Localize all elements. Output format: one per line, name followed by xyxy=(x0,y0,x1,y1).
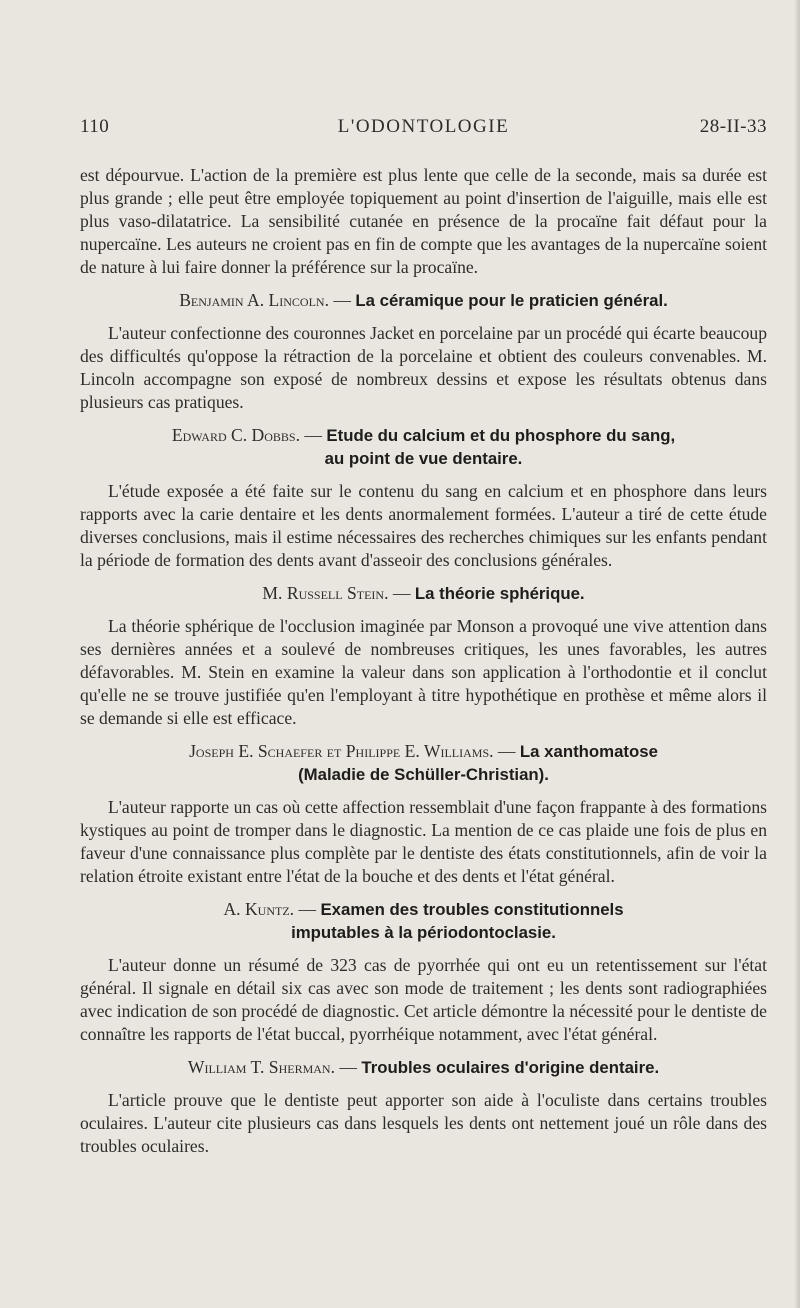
section-heading-dobbs: Edward C. Dobbs. — Etude du calcium et du phosphore du sang, au point de vue dentaire. xyxy=(80,424,767,470)
section-author: A. Kuntz. xyxy=(223,899,295,919)
issue-date: 28-II-33 xyxy=(699,116,767,137)
section-author: Benjamin A. Lincoln. xyxy=(179,290,329,310)
running-header xyxy=(80,116,767,142)
journal-title: L'ODONTOLOGIE xyxy=(337,116,510,137)
section-title-line2: au point de vue dentaire. xyxy=(324,449,523,468)
page-edge-shadow xyxy=(794,0,800,1308)
section-heading-stein: M. Russell Stein. — La théorie sphérique. xyxy=(262,583,585,603)
section-paragraph: La théorie sphérique de l'occlusion imaginée par Monson a provoqué une vive attention dans ses dernières années et a soulevé de nombreuses critiques, les unes favorables, les autres défavorables. M. Stein en examine la valeur dans son application à l'orthodontie et il conclut qu'elle ne se trouve justifiée qu'en l'employant à titre hypothétique en prothèse et même alors il se demande si elle est efficace. xyxy=(80,616,767,728)
section-heading-kuntz: A. Kuntz. — Examen des troubles constitutionnels imputables à la périodontoclasie. xyxy=(80,898,767,944)
page-number: 110 xyxy=(80,116,110,137)
section-author: Edward C. Dobbs. xyxy=(171,425,301,445)
section-paragraph: L'article prouve que le dentiste peut apporter son aide à l'oculiste dans certains troubles oculaires. L'auteur cite plusieurs cas dans lesquels les dents ont nettement joué un rôle dans des troubles oculaires. xyxy=(80,1090,767,1156)
section-title: Examen des troubles constitutionnels xyxy=(320,900,624,919)
section-paragraph: L'auteur confectionne des couronnes Jacket en porcelaine par un procédé qui écarte beaucoup des difficultés qu'oppose la rétraction de la porcelaine et obtient des couleurs convenables. M. Lincoln accompagne son exposé de nombreux dessins et expose les résultats obtenus dans plusieurs cas pratiques. xyxy=(80,323,767,412)
section-author: M. Russell Stein. xyxy=(262,583,389,603)
section-paragraph: L'auteur rapporte un cas où cette affection ressemblait d'une façon frappante à des formations kystiques au point de tromper dans le diagnostic. La mention de ce cas plaide une fois de plus en faveur d'une connaissance plus complète par le dentiste des états constitutionnels, afin de voir la relation étroite existant entre l'état de la bouche et des dents et l'état général. xyxy=(80,797,767,886)
section-title: Troubles oculaires d'origine dentaire. xyxy=(361,1058,660,1077)
intro-paragraph: est dépourvue. L'action de la première est plus lente que celle de la seconde, mais sa durée est plus grande ; elle peut être employée topiquement au point d'insertion de l'aiguille, mais elle est plus vaso-dilatatrice. La sensibilité cutanée en présence de la procaïne fait défaut pour la nupercaïne. Les auteurs ne croient pas en fin de compte que les avantages de la nupercaïne soient de nature à lui faire donner la préférence sur la procaïne. xyxy=(80,165,767,277)
section-paragraph: L'auteur donne un résumé de 323 cas de pyorrhée qui ont eu un retentissement sur l'état général. Il signale en détail six cas avec son mode de traitement ; les dents sont radiographiées avec indication de son procédé de diagnostic. Cet article démontre la nécessité pour le dentiste de connaître les rapports de l'état buccal, pyorrhéique notamment, avec l'état général. xyxy=(80,955,767,1044)
section-author: William T. Sherman. xyxy=(187,1057,335,1077)
section-title-line2: (Maladie de Schüller-Christian). xyxy=(298,765,549,784)
section-heading-lincoln: Benjamin A. Lincoln. — La céramique pour le praticien général. xyxy=(179,290,668,310)
section-author: Joseph E. Schaefer et Philippe E. Williams. xyxy=(189,741,494,761)
section-paragraph: L'étude exposée a été faite sur le contenu du sang en calcium et en phosphore dans leurs rapports avec la carie dentaire et les dents anormalement formées. L'auteur a tiré de cette étude diverses conclusions, mais il estime nécessaires des recherches chimiques sur les enfants pendant la période de formation des dents avant d'asseoir des conclusions générales. xyxy=(80,481,767,570)
section-title: Etude du calcium et du phosphore du sang, xyxy=(326,426,676,445)
section-heading-schaefer: Joseph E. Schaefer et Philippe E. Williams. — La xanthomatose (Maladie de Schüller-Christian). xyxy=(80,740,767,786)
section-title: La xanthomatose xyxy=(519,742,658,761)
section-heading-sherman: William T. Sherman. — Troubles oculaires d'origine dentaire. xyxy=(187,1057,660,1077)
section-title: La céramique pour le praticien général. xyxy=(355,291,668,310)
section-title-line2: imputables à la périodontoclasie. xyxy=(291,923,556,942)
section-title: La théorie sphérique. xyxy=(414,584,585,603)
article-body xyxy=(80,164,767,1158)
